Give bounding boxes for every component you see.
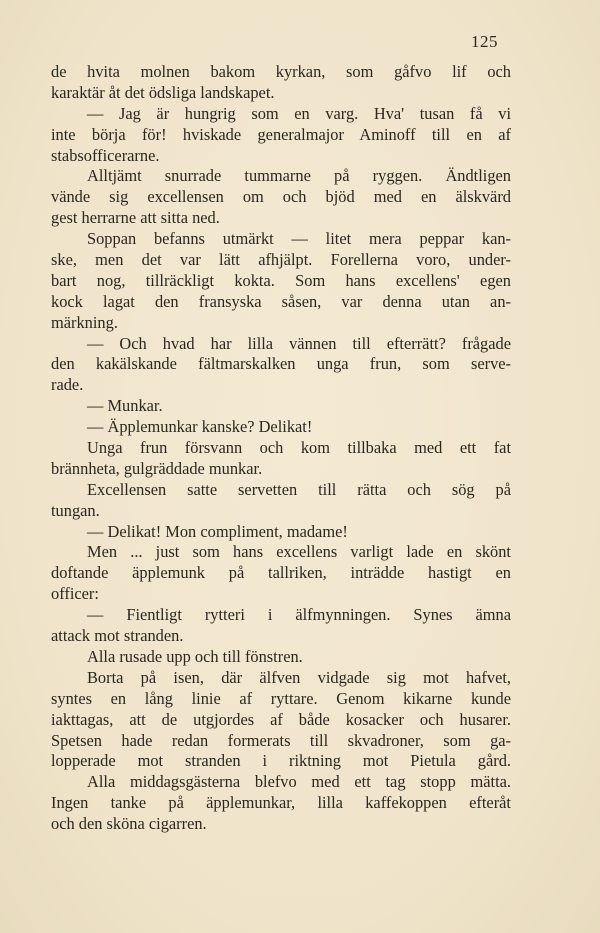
text-line: iakttagas, att de utgjordes af både kosacker och husarer.: [51, 709, 511, 729]
text-line: — Fientligt rytteri i älfmynningen. Synes ämna: [87, 605, 511, 625]
text-line: attack mot stranden.: [51, 626, 184, 646]
text-line: Excellensen satte servetten till rätta och sög på: [87, 479, 511, 499]
text-line: rade.: [51, 375, 84, 395]
text-line: — Äpplemunkar kanske? Delikat!: [87, 417, 313, 437]
body-text: [51, 62, 511, 835]
text-line: Unga frun försvann och kom tillbaka med ett fat: [87, 438, 511, 458]
text-line: Alla middagsgästerna blefvo med ett tag stopp mätta.: [87, 772, 511, 792]
text-line: Borta på isen, där älfven vidgade sig mot hafvet,: [87, 667, 511, 687]
text-line: Men ... just som hans excellens varligt lade en skönt: [87, 542, 511, 562]
text-line: och den sköna cigarren.: [51, 814, 207, 834]
text-line: Alla rusade upp och till fönstren.: [87, 646, 303, 666]
text-line: — Och hvad har lilla vännen till efterrätt? frågade: [87, 333, 511, 353]
text-line: den kakälskande fältmarskalken unga frun, som serve-: [51, 354, 511, 374]
text-line: stabsofficerarne.: [51, 145, 160, 165]
text-line: Soppan befanns utmärkt — litet mera peppar kan-: [87, 229, 511, 249]
text-line: tungan.: [51, 500, 100, 520]
text-line: de hvita molnen bakom kyrkan, som gåfvo lif och: [51, 62, 511, 81]
text-line: vände sig excellensen om och bjöd med en älskvärd: [51, 187, 511, 207]
text-line: gest herrarne att sitta ned.: [51, 208, 220, 228]
page-number: 125: [471, 32, 498, 51]
text-line: — Munkar.: [87, 396, 163, 416]
text-line: syntes en lång linie af ryttare. Genom kikarne kunde: [51, 688, 511, 708]
text-line: inte börja för! hviskade generalmajor Aminoff till en af: [51, 124, 511, 144]
text-line: Alltjämt snurrade tummarne på ryggen. Ändtligen: [87, 166, 511, 186]
text-line: lopperade mot stranden i riktning mot Pietula gård.: [51, 751, 511, 771]
text-line: bart nog, tillräckligt kokta. Som hans excellens' egen: [51, 270, 511, 290]
text-line: Ingen tanke på äpplemunkar, lilla kaffekoppen efteråt: [51, 793, 511, 813]
text-line: märkning.: [51, 312, 118, 332]
text-line: — Jag är hungrig som en varg. Hva' tusan få vi: [87, 103, 511, 123]
text-line: doftande äpplemunk på tallriken, inträdde hastigt en: [51, 563, 511, 583]
text-line: — Delikat! Mon compliment, madame!: [87, 521, 348, 541]
text-line: ske, men det var lätt afhjälpt. Forellerna voro, under-: [51, 250, 511, 270]
text-line: karaktär åt det ödsliga landskapet.: [51, 82, 275, 102]
text-line: brännheta, gulgräddade munkar.: [51, 458, 263, 478]
text-line: officer:: [51, 584, 99, 604]
text-line: Spetsen hade redan formerats till skvadroner, som ga-: [51, 730, 511, 750]
text-line: kock lagat den fransyska såsen, var denna utan an-: [51, 291, 511, 311]
